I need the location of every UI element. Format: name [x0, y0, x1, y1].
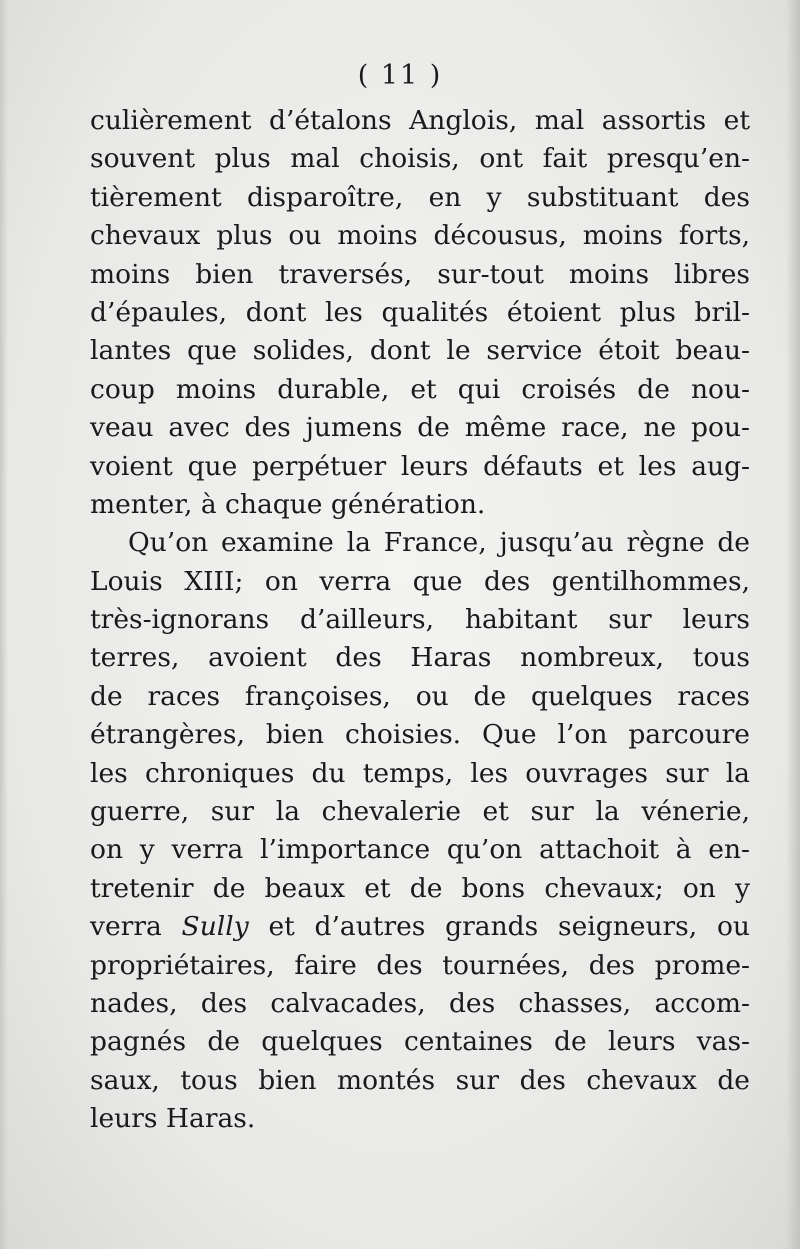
paragraph-end-line: leurs Haras. [90, 1103, 256, 1135]
text-line: d’épaules, dont les qualités étoient plus bril- [90, 296, 750, 328]
text-line: coup moins durable, et qui croisés de nou- [90, 373, 750, 405]
page-left-edge-shadow [0, 0, 8, 1249]
text-line: terres, avoient des Haras nombreux, tous [90, 642, 750, 674]
paragraph-start-line: Qu’on examine la France, jusqu’au règne de [128, 527, 750, 559]
paragraph-end-line: menter, à chaque génération. [90, 488, 486, 520]
body-text [90, 102, 750, 1139]
text-line: souvent plus mal choisis, ont fait presqu’en- [90, 143, 750, 175]
text-line: voient que perpétuer leurs défauts et les aug- [90, 450, 750, 482]
text-line-with-italic [90, 908, 750, 946]
text-line: Louis XIII; on verra que des gentilhommes, [90, 565, 750, 597]
text-line: veau avec des jumens de même race, ne pou- [90, 412, 750, 444]
text-line: moins bien traversés, sur-tout moins libres [90, 258, 750, 290]
text-line: chevaux plus ou moins décousus, moins forts, [90, 220, 750, 252]
text-line: tretenir de beaux et de bons chevaux; on y [90, 872, 750, 904]
text-line: de races françoises, ou de quelques races [90, 680, 750, 712]
text-segment: verra [90, 911, 182, 943]
text-line: culièrement d’étalons Anglois, mal assortis et [90, 105, 750, 136]
page-right-edge-shadow [786, 0, 800, 1249]
text-line: très-ignorans d’ailleurs, habitant sur leurs [90, 604, 750, 636]
italic-name-sully: Sully [181, 911, 249, 943]
text-line: propriétaires, faire des tournées, des prome- [90, 949, 750, 981]
text-line: guerre, sur la chevalerie et sur la vénerie, [90, 796, 750, 828]
text-line: on y verra l’importance qu’on attachoit à en- [90, 834, 750, 866]
text-line: tièrement disparoître, en y substituant des [90, 181, 750, 213]
text-line: nades, des calvacades, des chasses, accom- [90, 987, 750, 1019]
text-line: pagnés de quelques centaines de leurs vas- [90, 1026, 750, 1058]
text-segment: et d’autres grands seigneurs, ou [248, 911, 750, 943]
text-line: saux, tous bien montés sur des chevaux de [90, 1064, 750, 1096]
text-line: les chroniques du temps, les ouvrages sur la [90, 757, 750, 789]
text-line: lantes que solides, dont le service étoit beau- [90, 335, 750, 367]
page-number: ( 11 ) [357, 60, 443, 91]
text-line: étrangères, bien choisies. Que l’on parcoure [90, 719, 750, 751]
